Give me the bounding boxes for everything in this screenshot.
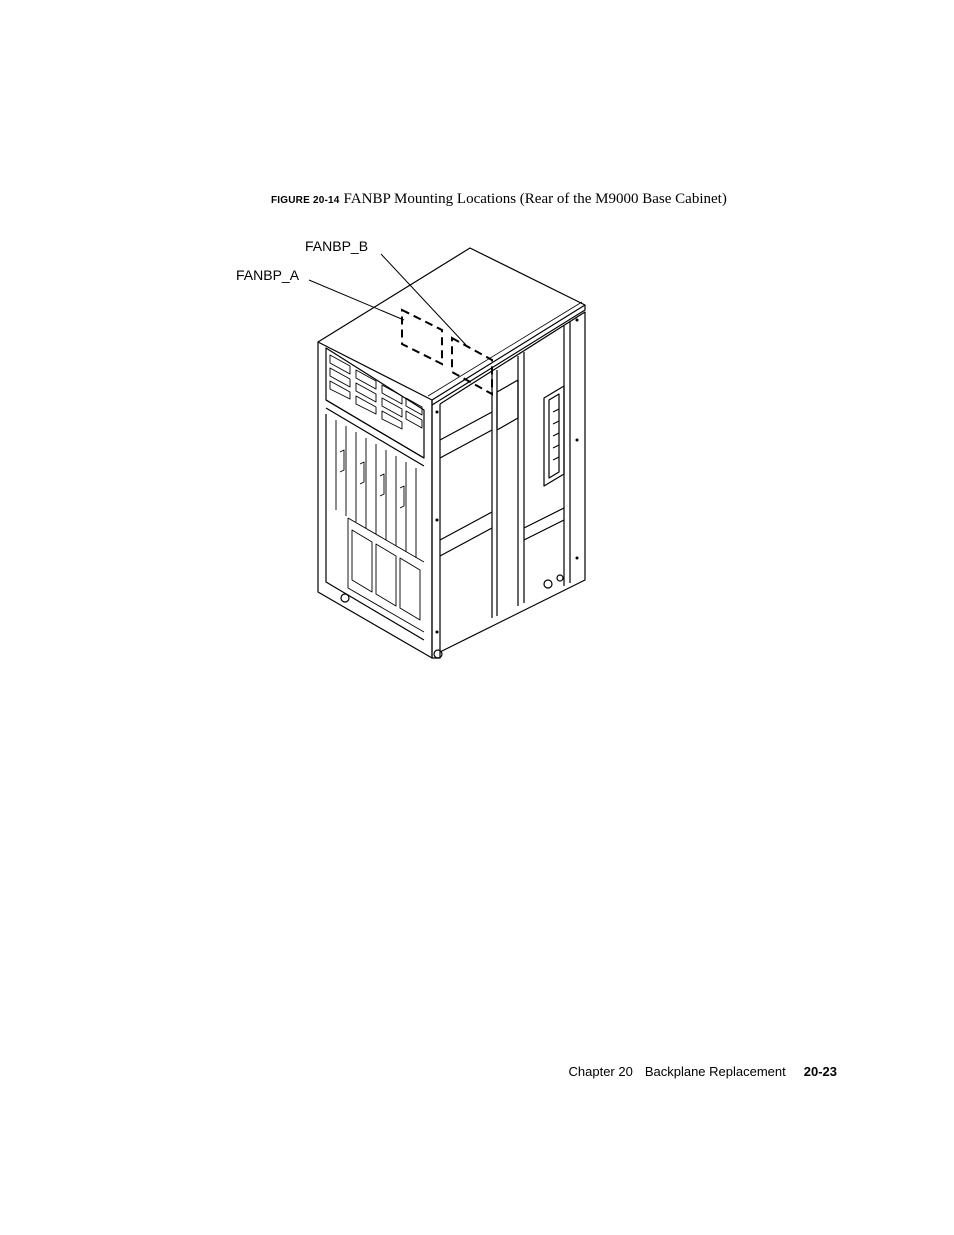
page-footer xyxy=(569,1064,838,1079)
page-number: 20-23 xyxy=(803,1064,837,1079)
footer-chapter: Chapter 20 xyxy=(568,1064,633,1079)
callout-fanbp-a: FANBP_A xyxy=(236,267,300,283)
figure-number: FIGURE 20-14 xyxy=(271,195,340,206)
figure-title: FANBP Mounting Locations (Rear of the M9000 Base Cabinet) xyxy=(343,191,727,207)
callout-fanbp-b: FANBP_B xyxy=(305,238,369,254)
footer-section: Backplane Replacement xyxy=(644,1064,786,1079)
